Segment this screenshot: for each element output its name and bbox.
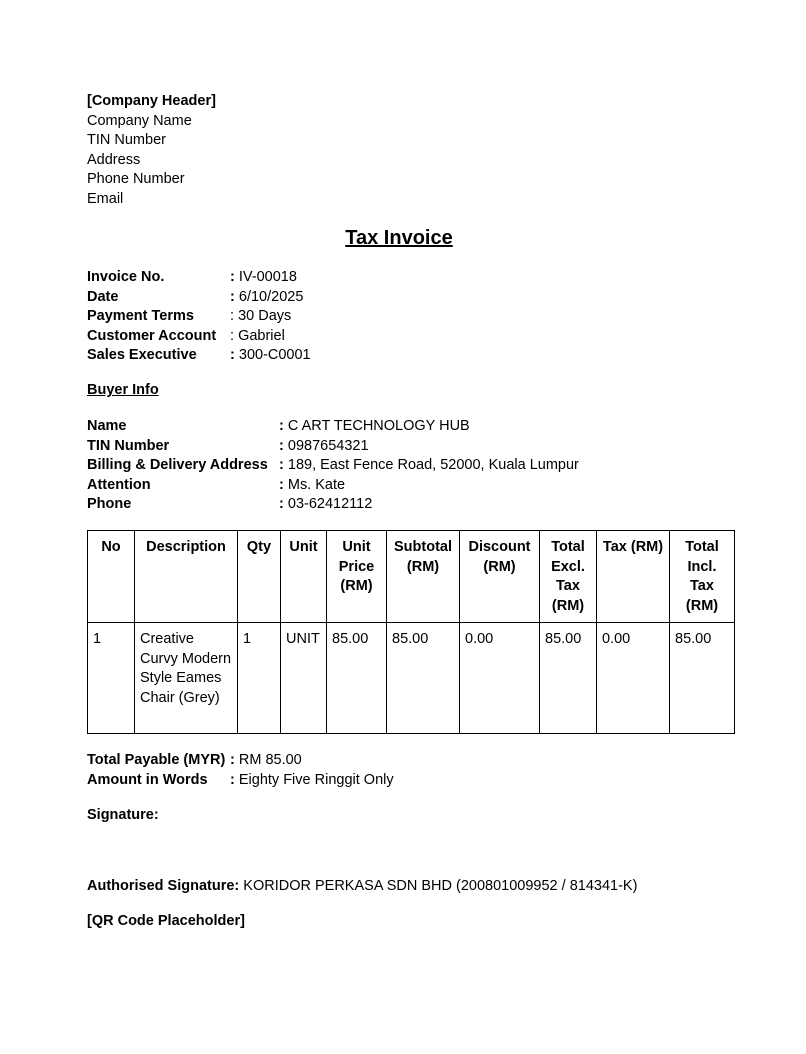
date-label: Date [87, 288, 119, 305]
total-payable-label: Total Payable (MYR) [87, 752, 226, 768]
buyer-attention-colon: : [279, 476, 284, 493]
cell-total-excl-tax: 85.00 [540, 623, 597, 734]
buyer-phone-colon: : [279, 496, 284, 512]
buyer-phone-label: Phone [87, 496, 132, 512]
column-header-total-incl-tax: Total Incl. Tax (RM) [670, 531, 735, 623]
total-payable-value-wrap [230, 751, 302, 771]
invoice-no-value: IV-00018 [238, 269, 297, 285]
table-row [88, 623, 735, 734]
cell-no: 1 [88, 623, 135, 734]
column-header-no: No [88, 531, 135, 623]
column-header-total-excl-tax: Total Excl. Tax (RM) [540, 531, 597, 623]
buyer-name-label: Name [87, 418, 127, 434]
customer-account-label: Customer Account [87, 327, 217, 344]
buyer-phone-value: 03-62412112 [287, 496, 373, 512]
items-table [87, 530, 735, 734]
payment-terms-value-wrap [230, 307, 291, 327]
buyer-tin-colon: : [279, 437, 284, 454]
total-payable-colon: : [230, 752, 235, 768]
buyer-tin-label: TIN Number [87, 437, 170, 454]
amount-in-words-value: Eighty Five Ringgit Only [238, 771, 394, 788]
sales-executive-value: 300-C0001 [238, 347, 311, 363]
sales-executive-value-wrap [230, 346, 311, 366]
invoice-no-label: Invoice No. [87, 269, 165, 285]
column-header-discount: Discount (RM) [460, 531, 540, 623]
buyer-address-value-wrap [279, 456, 579, 476]
column-header-unit: Unit [281, 531, 327, 623]
column-header-description: Description [135, 531, 238, 623]
total-payable-value: RM 85.00 [238, 752, 302, 768]
buyer-attention-value: Ms. Kate [287, 476, 346, 493]
customer-account-value: Gabriel [238, 327, 285, 344]
cell-description: Creative Curvy Modern Style Eames Chair (Grey) [135, 623, 238, 734]
buyer-name-value-wrap [279, 417, 470, 437]
authorised-signature [87, 877, 637, 896]
company-email: Email [87, 190, 124, 207]
buyer-address-label: Billing & Delivery Address [87, 457, 268, 473]
payment-terms-colon: : [230, 308, 235, 324]
amount-in-words-value-wrap [230, 771, 394, 791]
column-header-qty: Qty [238, 531, 281, 623]
company-name: Company Name [87, 112, 192, 129]
date-colon: : [230, 288, 235, 305]
customer-account-colon: : [230, 327, 235, 344]
buyer-tin-value: 0987654321 [287, 437, 369, 454]
amount-in-words-colon: : [230, 771, 235, 788]
sales-executive-label: Sales Executive [87, 347, 197, 363]
company-tin: TIN Number [87, 132, 166, 148]
amount-in-words-label: Amount in Words [87, 771, 208, 788]
buyer-address-value: 189, East Fence Road, 52000, Kuala Lumpur [287, 457, 579, 473]
buyer-tin-value-wrap [279, 437, 369, 457]
buyer-phone-value-wrap [279, 495, 372, 515]
customer-account-value-wrap [230, 327, 285, 347]
buyer-address-colon: : [279, 457, 284, 473]
payment-terms-label: Payment Terms [87, 308, 194, 324]
qr-code-placeholder: [QR Code Placeholder] [87, 913, 245, 929]
date-value: 6/10/2025 [238, 288, 304, 305]
table-header-row [88, 531, 735, 623]
invoice-no-colon: : [230, 269, 235, 285]
cell-qty: 1 [238, 623, 281, 734]
buyer-name-colon: : [279, 418, 284, 434]
authorised-signature-label: Authorised Signature: [87, 878, 240, 894]
authorised-signature-value: KORIDOR PERKASA SDN BHD (200801009952 / 814341-K) [243, 878, 638, 894]
cell-total-incl-tax: 85.00 [670, 623, 735, 734]
company-header [87, 92, 216, 209]
payment-terms-value: 30 Days [238, 308, 292, 324]
column-header-tax: Tax (RM) [597, 531, 670, 623]
invoice-no-value-wrap [230, 268, 297, 288]
document-title: Tax Invoice [345, 227, 453, 249]
company-address: Address [87, 151, 141, 168]
buyer-info-heading: Buyer Info [87, 382, 159, 398]
buyer-name-value: C ART TECHNOLOGY HUB [287, 418, 470, 434]
company-phone: Phone Number [87, 171, 185, 187]
cell-unit-price: 85.00 [327, 623, 387, 734]
cell-tax: 0.00 [597, 623, 670, 734]
cell-unit: UNIT [281, 623, 327, 734]
column-header-subtotal: Subtotal (RM) [387, 531, 460, 623]
cell-subtotal: 85.00 [387, 623, 460, 734]
buyer-attention-value-wrap [279, 476, 345, 496]
cell-discount: 0.00 [460, 623, 540, 734]
company-header-label: [Company Header] [87, 93, 216, 109]
column-header-unit-price: Unit Price (RM) [327, 531, 387, 623]
date-value-wrap [230, 288, 303, 308]
signature-label: Signature: [87, 807, 159, 823]
sales-executive-colon: : [230, 347, 235, 363]
buyer-attention-label: Attention [87, 476, 151, 493]
